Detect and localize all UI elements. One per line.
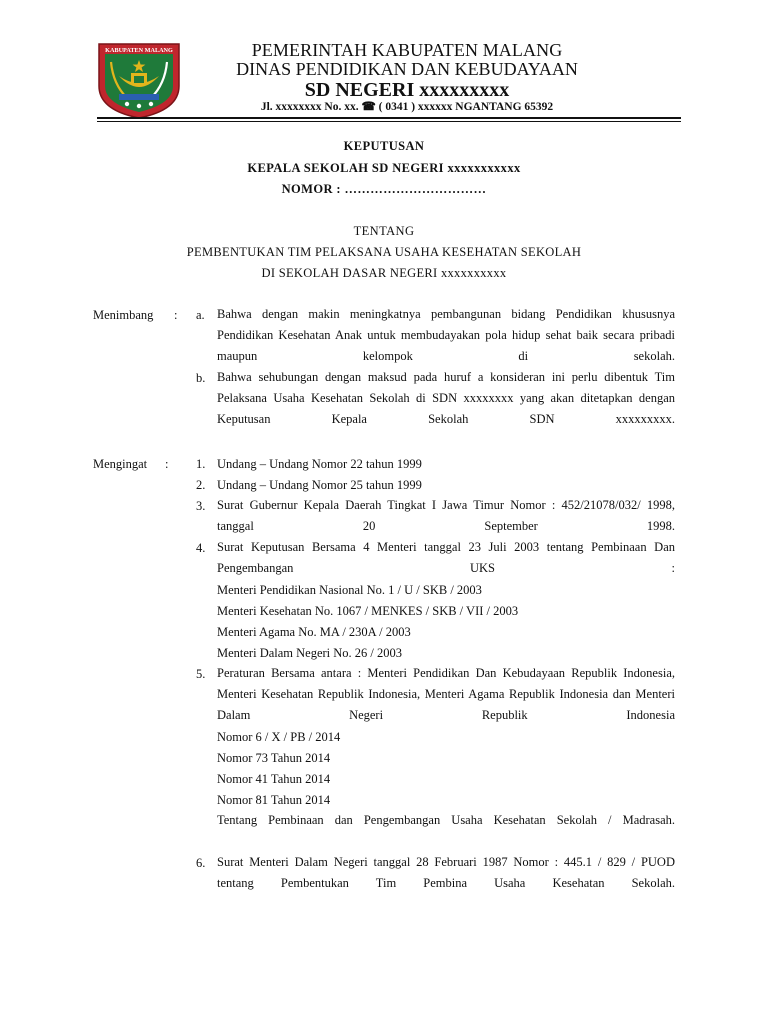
list-item-closing: Tentang Pembinaan dan Pengembangan Usaha Kesehatan Sekolah / Madrasah. [217, 813, 675, 827]
list-number: 4. [196, 541, 206, 555]
decision-subtitle: KEPALA SEKOLAH SD NEGERI xxxxxxxxxxx [247, 161, 521, 175]
sub-item: Nomor 81 Tahun 2014 [217, 793, 331, 807]
school-name: SD NEGERI xxxxxxxxx [304, 79, 510, 101]
list-item: Surat Keputusan Bersama 4 Menteri tanggal 23 Juli 2003 tentang Pembinaan Dan Pengembangan UKS : [217, 540, 675, 575]
item-a-marker: a. [196, 308, 205, 322]
list-number: 1. [196, 457, 206, 471]
item-b-marker: b. [196, 371, 206, 385]
list-item: Surat Menteri Dalam Negeri tanggal 28 Februari 1987 Nomor : 445.1 / 829 / PUOD tentang Pembentukan Tim Pembina Usaha Kesehatan Sekolah. [217, 855, 675, 890]
svg-text:KABUPATEN MALANG: KABUPATEN MALANG [105, 47, 173, 54]
mengingat-colon: : [165, 457, 169, 471]
letterhead-rule-thin [97, 121, 681, 122]
sub-item: Menteri Pendidikan Nasional No. 1 / U / SKB / 2003 [217, 583, 482, 597]
list-item: Undang – Undang Nomor 25 tahun 1999 [217, 478, 422, 492]
sub-item: Nomor 6 / X / PB / 2014 [217, 730, 341, 744]
list-number: 5. [196, 667, 206, 681]
list-number: 3. [196, 499, 206, 513]
list-item: Peraturan Bersama antara : Menteri Pendidikan Dan Kebudayaan Republik Indonesia, Menteri Kesehatan Republik Indonesia, Menteri Agama Republik Indonesia dan Menteri Dalam Negeri Republik Indonesia [217, 666, 675, 722]
kabupaten-malang-logo [97, 40, 181, 120]
list-item: Undang – Undang Nomor 22 tahun 1999 [217, 457, 422, 471]
sub-item: Nomor 41 Tahun 2014 [217, 772, 331, 786]
letterhead-rule-thick [97, 117, 681, 119]
department-name: DINAS PENDIDIKAN DAN KEBUDAYAAN [236, 59, 578, 79]
menimbang-colon: : [174, 308, 178, 322]
menimbang-item-a: Bahwa dengan makin meningkatnya pembangunan bidang Pendidikan khususnya Pendidikan Kesehatan Anak untuk membudayakan pola hidup sehat baik secara pribadi maupun kelompok di sekolah. [217, 307, 675, 363]
decision-title: KEPUTUSAN [343, 139, 425, 153]
sub-item: Menteri Dalam Negeri No. 26 / 2003 [217, 646, 403, 660]
list-item: Surat Gubernur Kepala Daerah Tingkat I Jawa Timur Nomor : 452/21078/032/ 1998, tanggal 20 September 1998. [217, 498, 675, 533]
list-number: 2. [196, 478, 206, 492]
government-name: PEMERINTAH KABUPATEN MALANG [251, 40, 563, 60]
sub-item: Menteri Agama No. MA / 230A / 2003 [217, 625, 411, 639]
tentang-heading: TENTANG [353, 224, 415, 238]
school-address: Jl. xxxxxxxx No. xx. ☎ ( 0341 ) xxxxxx NGANTANG 65392 [260, 101, 554, 113]
subject-line-2: DI SEKOLAH DASAR NEGERI xxxxxxxxxx [261, 266, 507, 280]
mengingat-label: Mengingat [93, 457, 148, 471]
sub-item: Menteri Kesehatan No. 1067 / MENKES / SKB / VII / 2003 [217, 604, 519, 618]
decision-number: NOMOR : …………………………… [281, 182, 487, 196]
subject-line-1: PEMBENTUKAN TIM PELAKSANA USAHA KESEHATAN SEKOLAH [186, 245, 582, 259]
sub-item: Nomor 73 Tahun 2014 [217, 751, 331, 765]
menimbang-label: Menimbang [93, 308, 154, 322]
list-number: 6. [196, 856, 206, 870]
menimbang-item-b: Bahwa sehubungan dengan maksud pada huruf a konsideran ini perlu dibentuk Tim Pelaksana Usaha Kesehatan Sekolah di SDN xxxxxxxx yang akan ditetapkan dengan Keputusan Kepala Sekolah SDN xxxxxxxxx. [217, 370, 675, 426]
